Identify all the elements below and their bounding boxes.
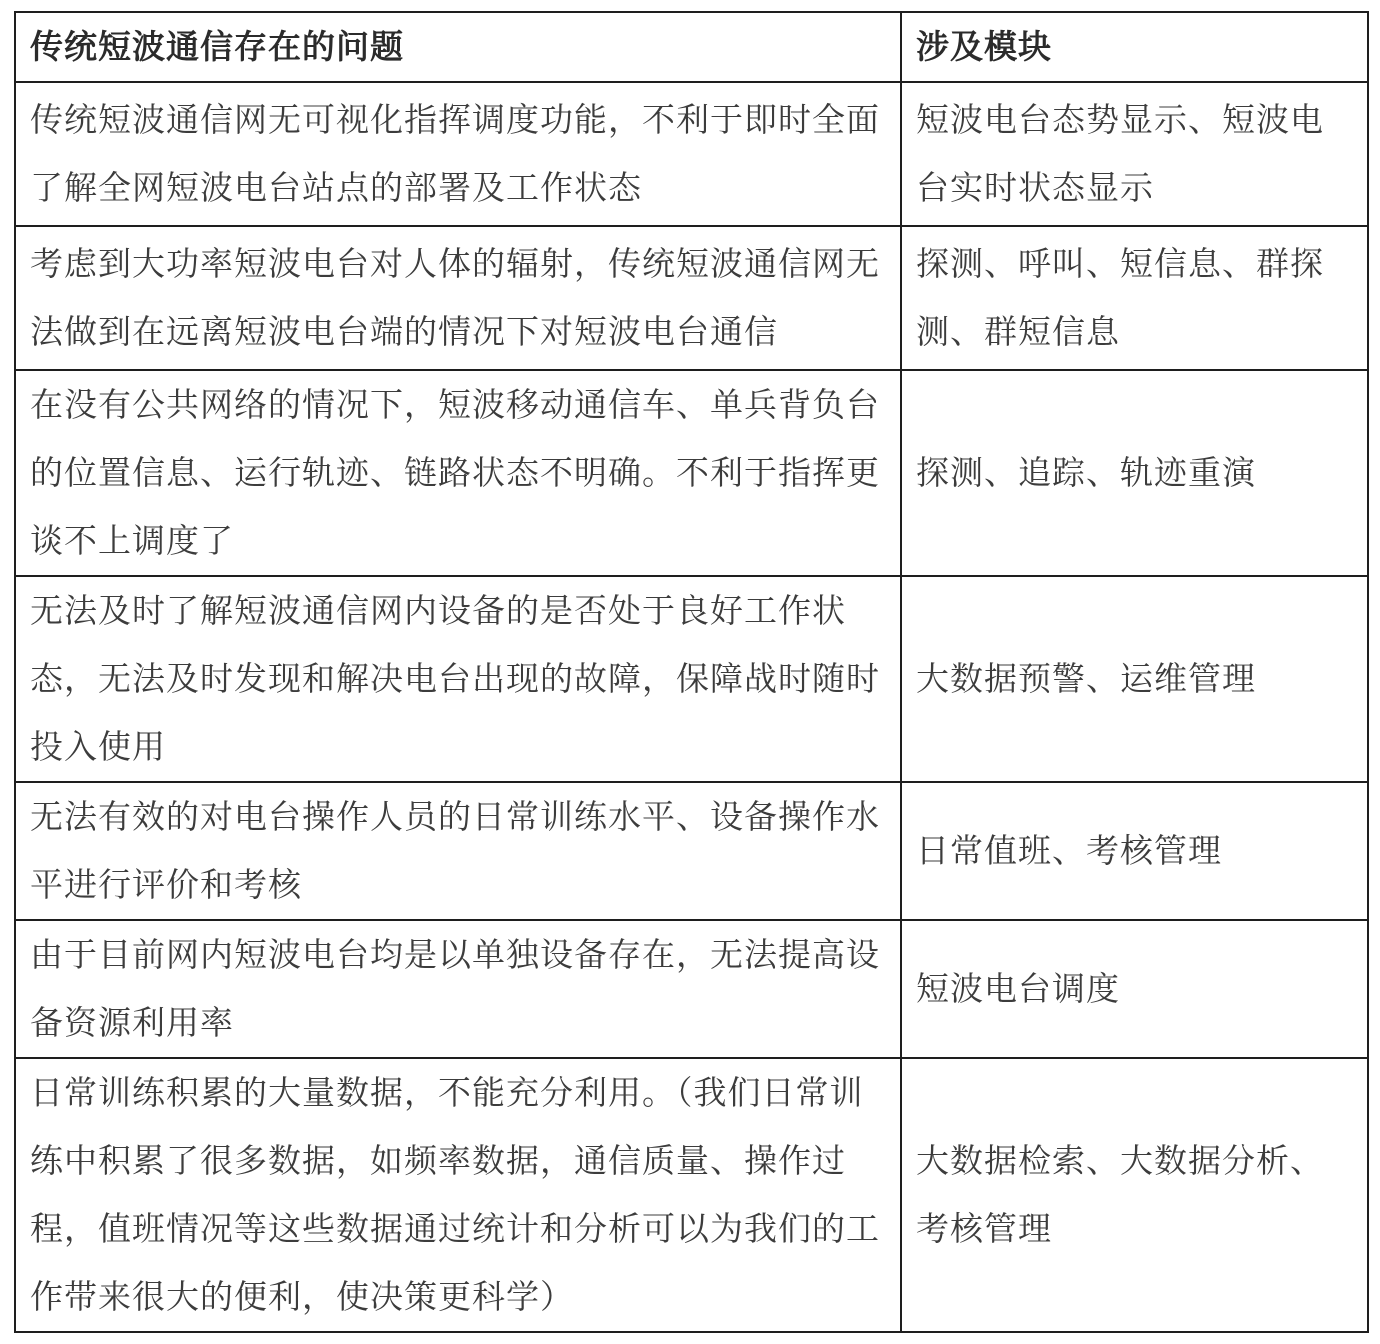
module-cell: 探测、追踪、轨迹重演 (901, 370, 1368, 576)
header-module: 涉及模块 (901, 12, 1368, 82)
problem-cell: 无法有效的对电台操作人员的日常训练水平、设备操作水平进行评价和考核 (15, 782, 901, 920)
problem-cell: 无法及时了解短波通信网内设备的是否处于良好工作状态，无法及时发现和解决电台出现的故障，保障战时随时投入使用 (15, 576, 901, 782)
module-cell: 日常值班、考核管理 (901, 782, 1368, 920)
problems-modules-table (14, 11, 1369, 1333)
problem-cell: 在没有公共网络的情况下，短波移动通信车、单兵背负台的位置信息、运行轨迹、链路状态不明确。不利于指挥更谈不上调度了 (15, 370, 901, 576)
table-row (15, 1058, 1368, 1332)
table-row (15, 576, 1368, 782)
problem-cell: 日常训练积累的大量数据，不能充分利用。（我们日常训练中积累了很多数据，如频率数据，通信质量、操作过程，值班情况等这些数据通过统计和分析可以为我们的工作带来很大的便利，使决策更科学） (15, 1058, 901, 1332)
module-cell: 大数据检索、大数据分析、考核管理 (901, 1058, 1368, 1332)
header-problem: 传统短波通信存在的问题 (15, 12, 901, 82)
problem-cell: 传统短波通信网无可视化指挥调度功能，不利于即时全面了解全网短波电台站点的部署及工作状态 (15, 82, 901, 226)
table-row (15, 226, 1368, 370)
table-row (15, 82, 1368, 226)
module-cell: 短波电台调度 (901, 920, 1368, 1058)
module-cell: 探测、呼叫、短信息、群探测、群短信息 (901, 226, 1368, 370)
table-row (15, 782, 1368, 920)
table-header-row (15, 12, 1368, 82)
module-cell: 短波电台态势显示、短波电台实时状态显示 (901, 82, 1368, 226)
module-cell: 大数据预警、运维管理 (901, 576, 1368, 782)
table-row (15, 370, 1368, 576)
problem-cell: 考虑到大功率短波电台对人体的辐射，传统短波通信网无法做到在远离短波电台端的情况下对短波电台通信 (15, 226, 901, 370)
problem-cell: 由于目前网内短波电台均是以单独设备存在，无法提高设备资源利用率 (15, 920, 901, 1058)
table-row (15, 920, 1368, 1058)
